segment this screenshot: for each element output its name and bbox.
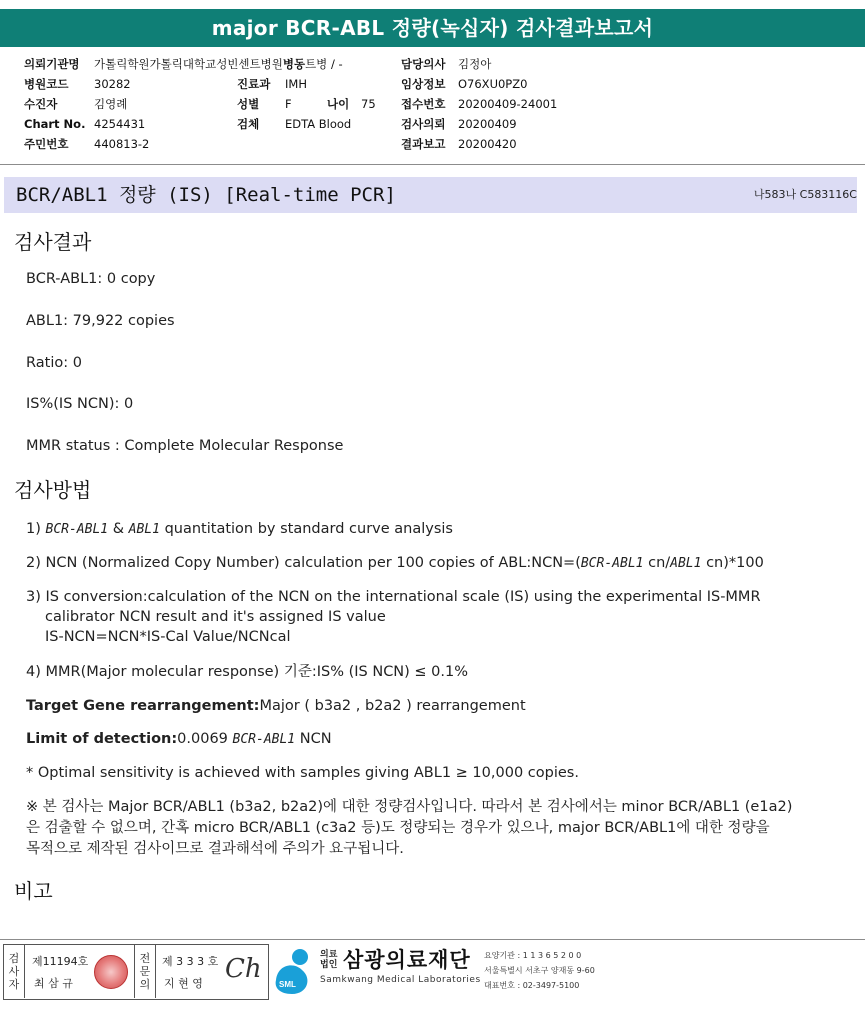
resident-no-value: 440813-2	[94, 137, 150, 151]
gene-bcr-abl1: BCR-ABL1	[45, 522, 109, 537]
specialist-license: 제 3 3 3 호	[162, 955, 219, 968]
result-line: BCR-ABL1: 0 copy	[26, 271, 156, 287]
patient-label: 수진자	[24, 97, 58, 111]
result-line: ABL1: 79,922 copies	[26, 313, 175, 329]
header-col3	[401, 54, 557, 154]
gene-bcr-abl1: BCR-ABL1	[580, 556, 644, 571]
specialist-label-char: 문	[139, 965, 151, 978]
logo-text: SML	[279, 980, 296, 989]
institution-label: 의뢰기관명	[24, 57, 80, 71]
specialist-vertical-label	[138, 952, 152, 991]
header-col2	[237, 74, 376, 134]
gene-bcr-abl1: BCR-ABL1	[232, 732, 296, 747]
test-code: 나583나 C583116C	[753, 188, 857, 201]
target-gene-value: Major ( b3a2 , b2a2 ) rearrangement	[259, 698, 526, 714]
specimen-value: EDTA Blood	[285, 117, 352, 131]
ward-label: 병동	[282, 57, 306, 71]
receipt-no-value: 20200409-24001	[458, 97, 558, 111]
method-step-1-text: quantitation by standard curve analysis	[164, 521, 453, 537]
lod-value: 0.0069	[177, 731, 228, 747]
report-title: major BCR-ABL 정량(녹십자) 검사결과보고서	[0, 9, 865, 47]
footer-divider	[0, 939, 865, 940]
method-note-line2: 은 검출할 수 없으며, 간혹 micro BCR/ABL1 (c3a2 등)도 정량되는 경우가 있으나, major BCR/ABL1에 대한 정량을	[26, 820, 770, 836]
method-step-2-pre: 2) NCN (Normalized Copy Number) calculation per 100 copies of ABL:NCN=(	[26, 555, 581, 571]
lod-unit: NCN	[299, 731, 332, 747]
optimal-sensitivity-note: * Optimal sensitivity is achieved with samples giving ABL1 ≥ 10,000 copies.	[26, 765, 579, 781]
resident-no-label: 주민번호	[24, 137, 69, 151]
institution-code: 요양기관 : 1 1 3 6 5 2 0 0	[484, 951, 582, 960]
chart-no-label: Chart No.	[24, 117, 86, 131]
method-step-3-line3: IS-NCN=NCN*IS-Cal Value/NCNcal	[45, 629, 291, 645]
method-note-line1: ※ 본 검사는 Major BCR/ABL1 (b3a2, b2a2)에 대한 정량검사입니다. 따라서 본 검사에서는 minor BCR/ABL1 (e1a2)	[26, 799, 793, 815]
tester-license: 제11194호	[32, 955, 89, 968]
signature-mark: Ch	[225, 954, 262, 984]
hospital-code-value: 30282	[94, 77, 131, 91]
method-step-3-line2: calibrator NCN result and it's assigned IS value	[45, 609, 386, 625]
header-divider	[0, 164, 865, 165]
request-date-value: 20200409	[458, 117, 517, 131]
institution-value: 가톨릭학원가톨릭대학교성빈센트병원	[94, 57, 283, 71]
brand-corp-label-2: 법인	[320, 960, 338, 970]
brand-corp-label	[320, 950, 337, 970]
tester-name: 최 삼 규	[34, 977, 73, 990]
method-step-1-num: 1)	[26, 521, 41, 537]
method-note	[26, 797, 856, 860]
method-step-3	[26, 587, 761, 647]
official-seal-icon	[94, 955, 128, 989]
sml-logo-icon	[272, 946, 316, 996]
institution-address: 서울특별시 서초구 양재동 9-60	[484, 966, 595, 975]
tester-vertical-label	[7, 952, 21, 991]
method-step-2-post: cn)*100	[701, 555, 764, 571]
clinical-info-label: 임상정보	[401, 77, 446, 91]
report-date-label: 결과보고	[401, 137, 446, 151]
tester-label-char: 사	[8, 965, 20, 978]
institution-phone: 대표번호 : 02-3497-5100	[484, 981, 580, 990]
dept-value: IMH	[285, 77, 307, 91]
method-note-line3: 목적으로 제작된 검사이므로 결과해석에 주의가 요구됩니다.	[26, 841, 404, 857]
result-line: IS%(IS NCN): 0	[26, 396, 134, 412]
sex-label: 성별	[237, 97, 260, 111]
dept-label: 진료과	[237, 77, 271, 91]
specimen-label: 검체	[237, 117, 260, 131]
gene-abl1: ABL1	[670, 556, 702, 571]
method-step-4: 4) MMR(Major molecular response) 기준:IS% (IS NCN) ≤ 0.1%	[26, 664, 469, 680]
method-step-2-mid: cn/	[643, 555, 671, 571]
remarks-heading: 비고	[14, 879, 53, 903]
specialist-label-char: 전	[139, 952, 151, 965]
method-step-1	[26, 519, 453, 540]
result-line: Ratio: 0	[26, 355, 82, 371]
results-heading: 검사결과	[14, 230, 92, 254]
brand-name: 삼광의료재단	[343, 948, 471, 972]
doctor-label: 담당의사	[401, 57, 446, 71]
specialist-name: 지 현 영	[164, 977, 203, 990]
lod-label: Limit of detection:	[26, 731, 178, 747]
target-gene-label: Target Gene rearrangement:	[26, 698, 260, 714]
test-name-bar	[4, 177, 857, 213]
request-date-label: 검사의뢰	[401, 117, 446, 131]
chart-no-value: 4254431	[94, 117, 146, 131]
gene-abl1: ABL1	[128, 522, 160, 537]
signature-divider	[155, 944, 156, 998]
target-gene	[26, 696, 526, 716]
tester-label-char: 자	[8, 978, 20, 991]
hospital-code-label: 병원코드	[24, 77, 69, 91]
test-name: BCR/ABL1 정량 (IS) [Real-time PCR]	[16, 184, 396, 206]
signature-divider	[134, 944, 135, 998]
brand-corp-label-1: 의료	[320, 950, 338, 960]
age-value: 75	[361, 97, 376, 111]
result-line: MMR status : Complete Molecular Response	[26, 438, 344, 454]
doctor-value: 김정아	[458, 57, 492, 71]
method-heading: 검사방법	[14, 478, 92, 502]
limit-of-detection	[26, 729, 332, 750]
age-label: 나이	[327, 97, 350, 111]
brand-english-name: Samkwang Medical Laboratories	[320, 975, 481, 985]
clinical-info-value: O76XU0PZ0	[458, 77, 528, 91]
tester-label-char: 검	[8, 952, 20, 965]
signature-divider	[24, 944, 25, 998]
method-step-2	[26, 553, 764, 574]
method-step-3-line1: 3) IS conversion:calculation of the NCN on the international scale (IS) using the experimental IS-MMR	[26, 589, 761, 605]
receipt-no-label: 접수번호	[401, 97, 446, 111]
sex-value: F	[285, 97, 292, 111]
specialist-label-char: 의	[139, 978, 151, 991]
report-date-value: 20200420	[458, 137, 517, 151]
ward-value: 트병 / -	[305, 57, 343, 71]
patient-value: 김영례	[94, 97, 128, 111]
method-step-1-amp: &	[112, 521, 125, 537]
